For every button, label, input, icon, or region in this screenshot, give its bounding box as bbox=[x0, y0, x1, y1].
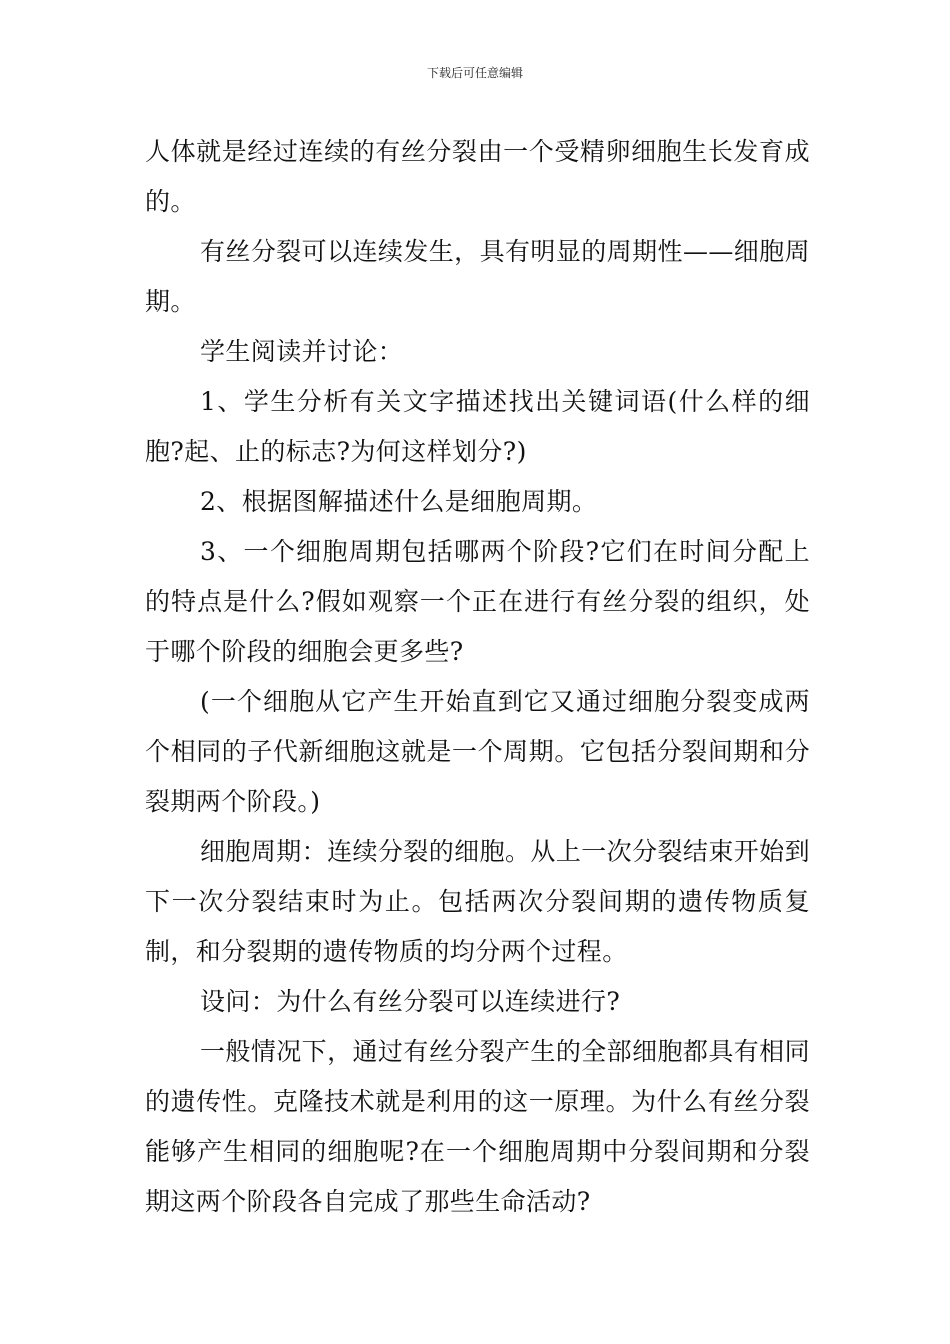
page-header: 下载后可任意编辑 bbox=[426, 66, 523, 80]
paragraph-4: 1、学生分析有关文字描述找出关键词语(什么样的细胞?起、止的标志?为何这样划分?) bbox=[145, 387, 810, 466]
paragraph-9: 设问：为什么有丝分裂可以连续进行? bbox=[200, 987, 621, 1016]
paragraph-8: 细胞周期：连续分裂的细胞。从上一次分裂结束开始到下一次分裂结束时为止。包括两次分裂间期的遗传物质复制，和分裂期的遗传物质的均分两个过程。 bbox=[145, 837, 810, 966]
paragraph-5: 2、根据图解描述什么是细胞周期。 bbox=[200, 487, 598, 516]
paragraph-6: 3、一个细胞周期包括哪两个阶段?它们在时间分配上的特点是什么?假如观察一个正在进行有丝分裂的组织，处于哪个阶段的细胞会更多些? bbox=[145, 537, 810, 666]
paragraph-3: 学生阅读并讨论： bbox=[200, 337, 404, 366]
paragraph-7: (一个细胞从它产生开始直到它又通过细胞分裂变成两个相同的子代新细胞这就是一个周期。它包括分裂间期和分裂期两个阶段。) bbox=[145, 687, 810, 816]
paragraph-10: 一般情况下，通过有丝分裂产生的全部细胞都具有相同的遗传性。克隆技术就是利用的这一原理。为什么有丝分裂能够产生相同的细胞呢?在一个细胞周期中分裂间期和分裂期这两个阶段各自完成了那些生命活动? bbox=[145, 1037, 810, 1216]
document-body bbox=[145, 127, 810, 1227]
paragraph-1: 人体就是经过连续的有丝分裂由一个受精卵细胞生长发育成的。 bbox=[145, 137, 810, 216]
paragraph-2: 有丝分裂可以连续发生，具有明显的周期性——细胞周期。 bbox=[145, 237, 810, 316]
